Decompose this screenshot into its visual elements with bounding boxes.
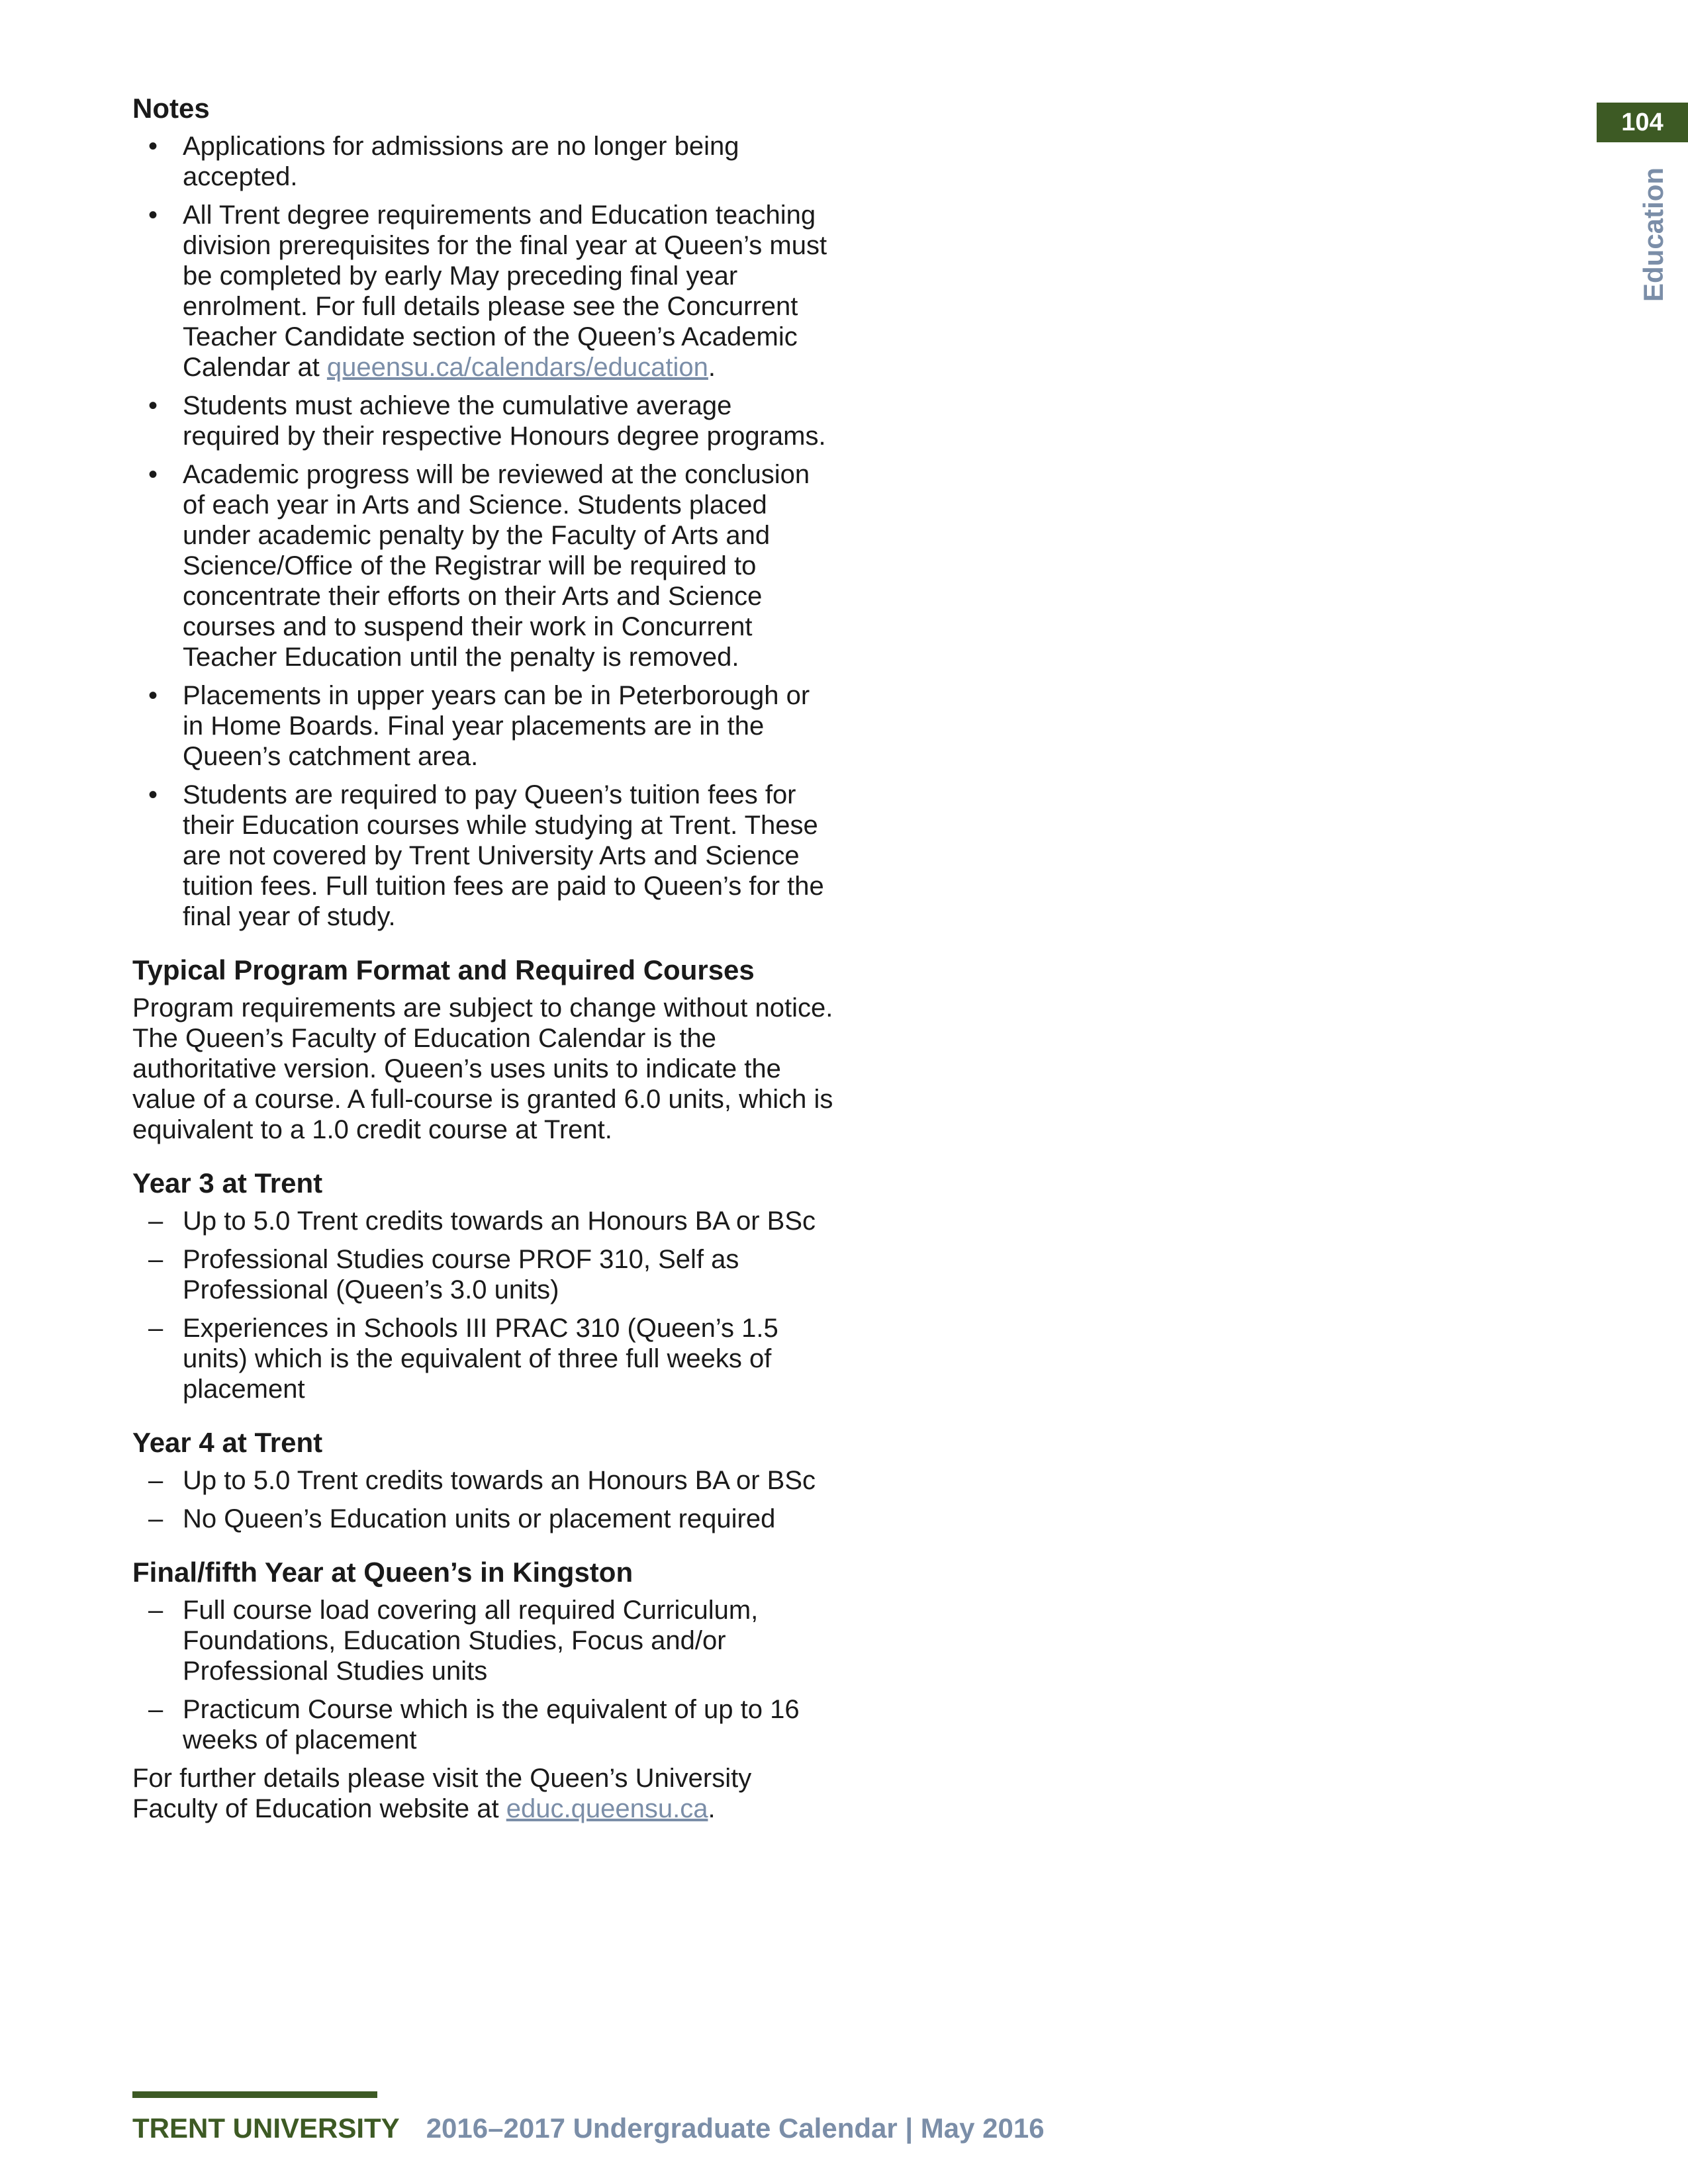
list-item-text: All Trent degree requirements and Education teaching division prerequisites for the final year at Queen’s must be completed by early May preceding final year enrolment. For full details please see the Concurrent Teacher Candidate section of the Queen’s Academic Calendar at bbox=[183, 201, 827, 382]
list-item: – Up to 5.0 Trent credits towards an Honours BA or BSc bbox=[132, 1206, 834, 1236]
section-tab-education: Education bbox=[1638, 167, 1669, 302]
page-number: 104 bbox=[1597, 103, 1688, 142]
year3-list bbox=[132, 1206, 834, 1404]
list-item: – Experiences in Schools III PRAC 310 (Queen’s 1.5 units) which is the equivalent of three full weeks of placement bbox=[132, 1313, 834, 1404]
final-year-list bbox=[132, 1595, 834, 1755]
further-details-body: For further details please visit the Queen’s University Faculty of Education website at bbox=[132, 1764, 752, 1823]
main-content bbox=[132, 93, 834, 1824]
queens-calendar-link[interactable]: queensu.ca/calendars/education bbox=[326, 353, 708, 382]
list-item: • Applications for admissions are no longer being accepted. bbox=[132, 131, 834, 192]
list-item: – No Queen’s Education units or placement required bbox=[132, 1504, 834, 1534]
footer-rule bbox=[132, 2091, 377, 2098]
list-item: • Academic progress will be reviewed at the conclusion of each year in Arts and Science. Students placed under academic penalty by the Faculty of Arts and Science/Office of the Registrar will be required to concentrate their efforts on their Arts and Science courses and to suspend their work in Concurrent Teacher Education until the penalty is removed. bbox=[132, 459, 834, 672]
footer-university: TRENT UNIVERSITY bbox=[132, 2113, 400, 2144]
year4-list bbox=[132, 1465, 834, 1534]
list-item: – Up to 5.0 Trent credits towards an Honours BA or BSc bbox=[132, 1465, 834, 1496]
list-item: – Practicum Course which is the equivalent of up to 16 weeks of placement bbox=[132, 1694, 834, 1755]
footer bbox=[132, 2113, 1045, 2144]
year4-heading: Year 4 at Trent bbox=[132, 1427, 323, 1458]
list-item: • Students are required to pay Queen’s tuition fees for their Education courses while studying at Trent. These are not covered by Trent University Arts and Science tuition fees. Full tuition fees are paid to Queen’s for the final year of study. bbox=[132, 780, 834, 932]
notes-list bbox=[132, 131, 834, 932]
notes-heading: Notes bbox=[132, 93, 210, 124]
final-year-heading: Final/fifth Year at Queen’s in Kingston bbox=[132, 1557, 633, 1588]
list-item: • Placements in upper years can be in Peterborough or in Home Boards. Final year placements are in the Queen’s catchment area. bbox=[132, 680, 834, 772]
list-item: – Professional Studies course PROF 310, Self as Professional (Queen’s 3.0 units) bbox=[132, 1244, 834, 1305]
footer-calendar: 2016–2017 Undergraduate Calendar | May 2016 bbox=[426, 2113, 1045, 2144]
year3-heading: Year 3 at Trent bbox=[132, 1167, 323, 1199]
further-details-suffix: . bbox=[708, 1794, 716, 1823]
list-item bbox=[132, 200, 834, 383]
list-item: – Full course load covering all required Curriculum, Foundations, Education Studies, Focus and/or Professional Studies units bbox=[132, 1595, 834, 1686]
program-format-text: Program requirements are subject to change without notice. The Queen’s Faculty of Education Calendar is the authoritative version. Queen’s uses units to indicate the value of a course. A full-course is granted 6.0 units, which is equivalent to a 1.0 credit course at Trent. bbox=[132, 993, 833, 1144]
list-item: • Students must achieve the cumulative average required by their respective Honours degree programs. bbox=[132, 390, 834, 451]
further-details-text bbox=[132, 1763, 834, 1824]
list-item-suffix: . bbox=[708, 353, 716, 382]
program-format-heading: Typical Program Format and Required Courses bbox=[132, 954, 755, 985]
educ-queensu-link[interactable]: educ.queensu.ca bbox=[506, 1794, 708, 1823]
